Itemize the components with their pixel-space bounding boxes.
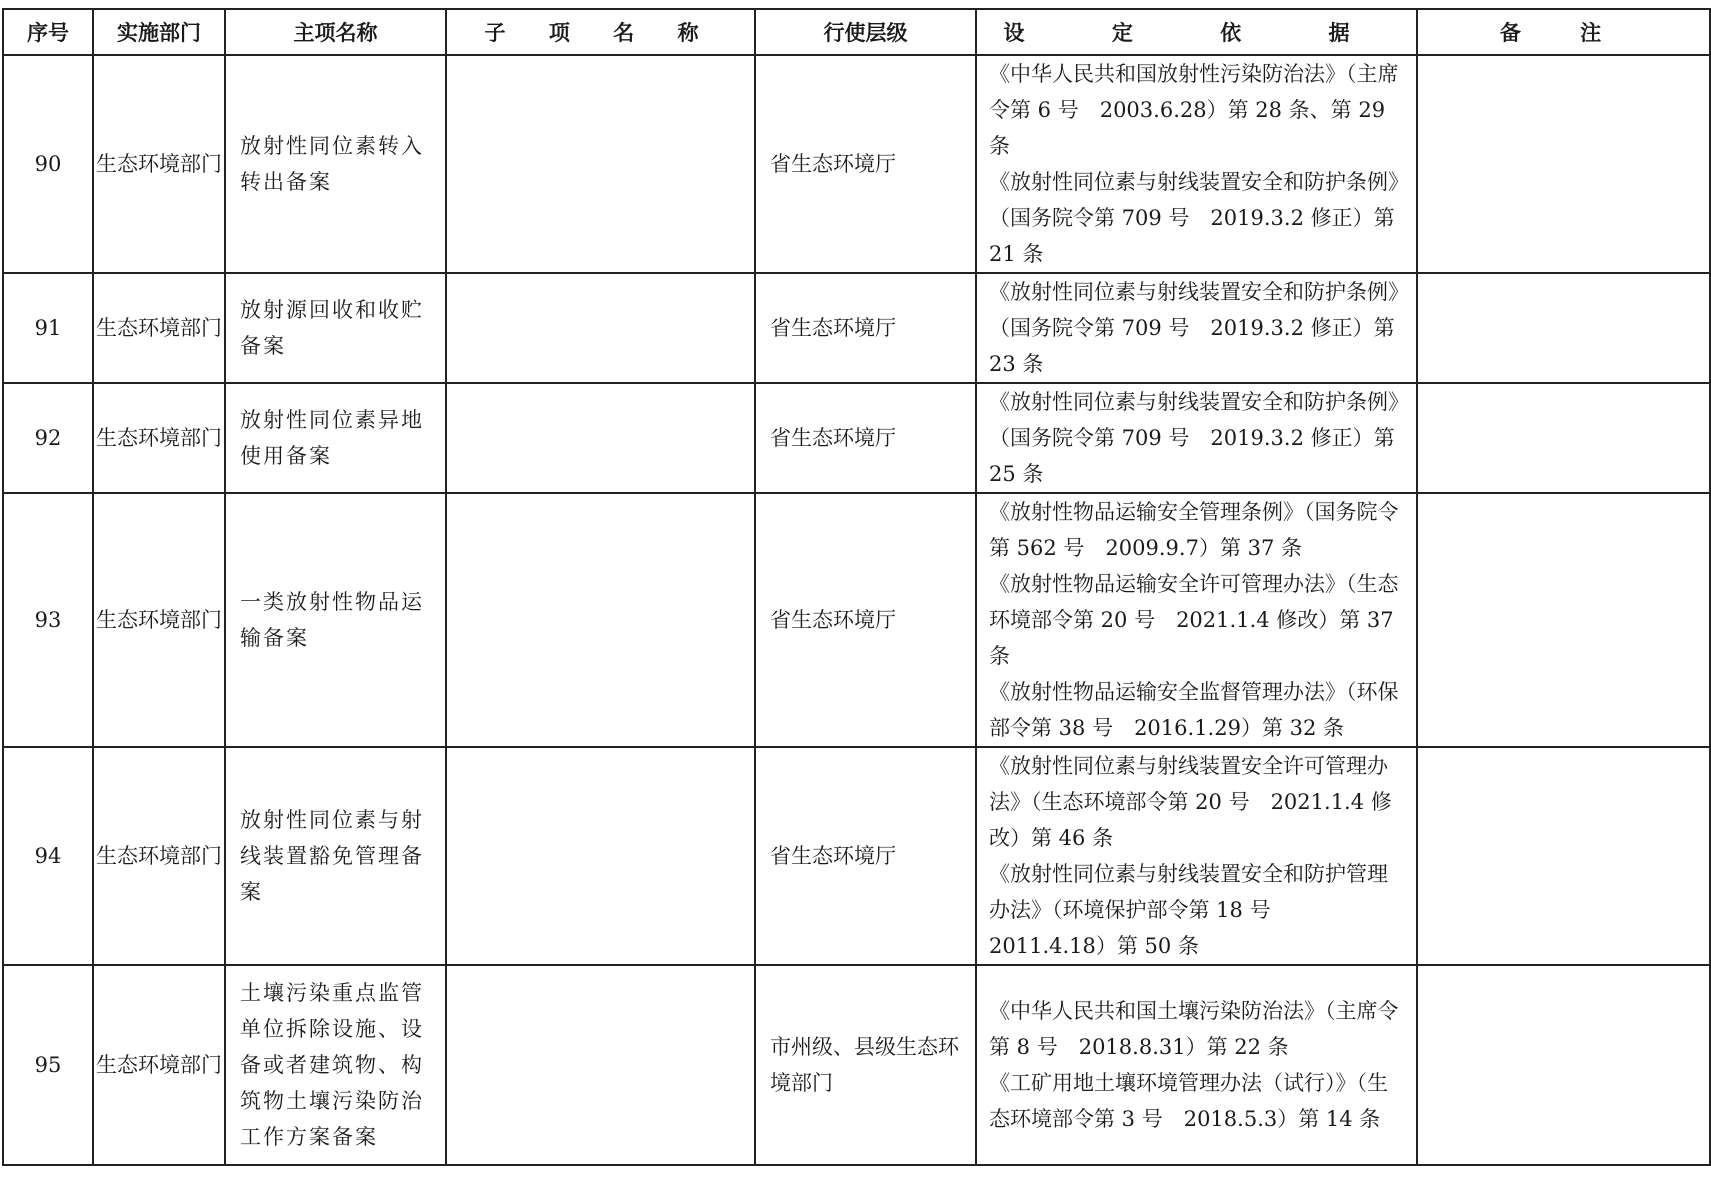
cell-basis	[976, 383, 1417, 493]
cell-dept: 生态环境部门	[93, 383, 225, 493]
cell-note	[1417, 55, 1710, 273]
table-row	[3, 273, 1710, 383]
cell-sub	[446, 747, 755, 965]
table-row	[3, 493, 1710, 747]
basis-line: 《放射性同位素与射线装置安全和防护条例》（国务院令第 709 号 2019.3.2 修正）第 21 条	[989, 170, 1399, 266]
cell-no: 92	[3, 383, 93, 493]
cell-dept: 生态环境部门	[93, 965, 225, 1165]
cell-level: 市州级、县级生态环境部门	[755, 965, 976, 1165]
cell-sub	[446, 273, 755, 383]
basis-line: 《中华人民共和国放射性污染防治法》（主席令第 6 号 2003.6.28）第 28 条、第 29 条	[989, 62, 1399, 158]
basis-line: 《放射性同位素与射线装置安全许可管理办法》（生态环境部令第 20 号 2021.1.4 修改）第 46 条	[989, 754, 1392, 850]
cell-item: 土壤污染重点监管单位拆除设施、设备或者建筑物、构筑物土壤污染防治工作方案备案	[225, 965, 446, 1165]
cell-no: 93	[3, 493, 93, 747]
cell-sub	[446, 965, 755, 1165]
record-table	[2, 8, 1711, 1166]
cell-basis	[976, 747, 1417, 965]
cell-sub	[446, 493, 755, 747]
cell-no: 90	[3, 55, 93, 273]
header-dept: 实施部门	[93, 9, 225, 55]
cell-note	[1417, 273, 1710, 383]
header-sub: 子 项 名 称	[446, 9, 755, 55]
header-level: 行使层级	[755, 9, 976, 55]
basis-line: 《工矿用地土壤环境管理办法（试行）》（生态环境部令第 3 号 2018.5.3）第 14 条	[989, 1071, 1388, 1131]
cell-note	[1417, 747, 1710, 965]
basis-line: 《放射性物品运输安全管理条例》（国务院令第 562 号 2009.9.7）第 37 条	[989, 500, 1399, 560]
header-item: 主项名称	[225, 9, 446, 55]
cell-level: 省生态环境厅	[755, 273, 976, 383]
header-no: 序号	[3, 9, 93, 55]
cell-dept: 生态环境部门	[93, 273, 225, 383]
cell-note	[1417, 493, 1710, 747]
cell-dept: 生态环境部门	[93, 747, 225, 965]
basis-line: 《放射性同位素与射线装置安全和防护管理办法》（环境保护部令第 18 号 2011.4.18）第 50 条	[989, 862, 1388, 958]
cell-item: 放射性同位素转入转出备案	[225, 55, 446, 273]
cell-no: 95	[3, 965, 93, 1165]
header-basis: 设 定 依 据	[976, 9, 1417, 55]
cell-no: 94	[3, 747, 93, 965]
cell-level: 省生态环境厅	[755, 747, 976, 965]
cell-level: 省生态环境厅	[755, 55, 976, 273]
basis-line: 《放射性物品运输安全监督管理办法》（环保部令第 38 号 2016.1.29）第 32 条	[989, 680, 1399, 740]
cell-dept: 生态环境部门	[93, 55, 225, 273]
cell-level: 省生态环境厅	[755, 383, 976, 493]
cell-note	[1417, 965, 1710, 1165]
cell-sub	[446, 55, 755, 273]
cell-basis	[976, 493, 1417, 747]
cell-item: 放射源回收和收贮备案	[225, 273, 446, 383]
cell-level: 省生态环境厅	[755, 493, 976, 747]
cell-dept: 生态环境部门	[93, 493, 225, 747]
cell-no: 91	[3, 273, 93, 383]
basis-line: 《中华人民共和国土壤污染防治法》（主席令第 8 号 2018.8.31）第 22 条	[989, 999, 1399, 1059]
header-row	[3, 9, 1710, 55]
basis-line: 《放射性同位素与射线装置安全和防护条例》（国务院令第 709 号 2019.3.2 修正）第 25 条	[989, 390, 1399, 486]
cell-item: 放射性同位素与射线装置豁免管理备案	[225, 747, 446, 965]
table-row	[3, 383, 1710, 493]
header-note: 备 注	[1417, 9, 1710, 55]
cell-basis	[976, 55, 1417, 273]
cell-basis	[976, 273, 1417, 383]
table-row	[3, 965, 1710, 1165]
basis-line: 《放射性同位素与射线装置安全和防护条例》（国务院令第 709 号 2019.3.2 修正）第 23 条	[989, 280, 1399, 376]
table-row	[3, 747, 1710, 965]
cell-note	[1417, 383, 1710, 493]
basis-line: 《放射性物品运输安全许可管理办法》（生态环境部令第 20 号 2021.1.4 修改）第 37 条	[989, 572, 1399, 668]
cell-item: 一类放射性物品运输备案	[225, 493, 446, 747]
cell-basis	[976, 965, 1417, 1165]
table-row	[3, 55, 1710, 273]
cell-item: 放射性同位素异地使用备案	[225, 383, 446, 493]
cell-sub	[446, 383, 755, 493]
